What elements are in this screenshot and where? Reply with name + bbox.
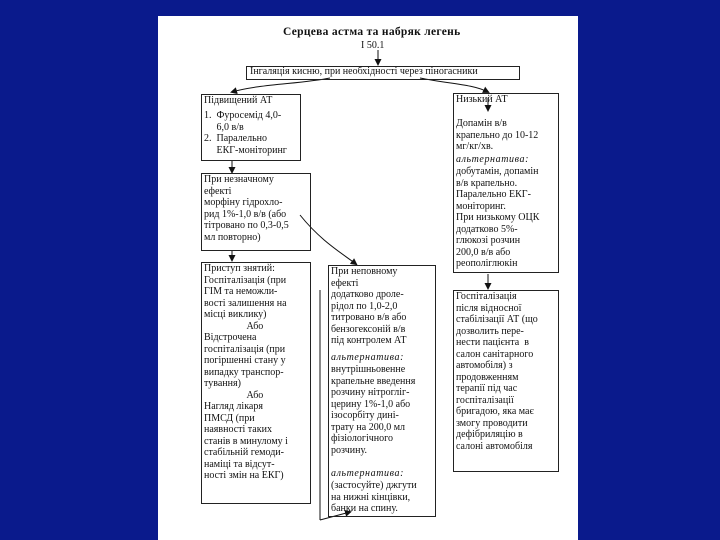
middle-alt-label: альтернатива: — [331, 352, 405, 363]
arrival-text: Приступ знятий: Госпіталізація (при ГІМ та неможли- вості залишення на місці виклику) Або Відстрочена госпіталізація (при погіршенні стану у випадку транспор- тування) Або Нагляд лікаря ПМСД (при наявності таких станів в минулому і стабільній гемоди- наміці та відсут- ності змін на ЕКГ) — [204, 263, 288, 481]
page-title: Серцева астма та набряк легень — [283, 26, 461, 38]
low-bp-text-a: Допамін в/в крапельно до 10-12 мг/кг/хв. — [456, 118, 539, 152]
low-bp-alt-label: альтернатива: — [456, 154, 530, 165]
diagnosis-code: I 50.1 — [361, 40, 385, 51]
middle-text-c: (застосуйте) джгути на нижні кінцівки, банки на спину. — [331, 480, 417, 514]
middle-text-a: При неповному ефекті додатково дроле- рідол по 1,0-2,0 титровано в/в або бензогексоній в/в під контролем АТ — [331, 266, 407, 346]
high-bp-items: 1. Фуросемід 4,0- 6,0 в/в 2. Паралельно ЕКГ-моніторинг — [204, 110, 287, 156]
low-bp-text-b: добутамін, допамін в/в крапельно. Паралельно ЕКГ- моніторинг. При низькому ОЦК додатково 5%- глюкозі розчин 200,0 в/в або реополіглюкін — [456, 166, 540, 269]
oxygen-text: Інгаляція кисню, при необхідності через піногасники — [250, 66, 478, 77]
hospital-text: Госпіталізація після відносної стабілізації АТ (що дозволить пере- нести пацієнта в салон санітарного автомобіля) з продовженням терапії під час госпіталізації бригадою, яка має змогу проводити дефібриляцію в салоні автомобіля — [456, 291, 538, 452]
morphine-text: При незначному ефекті морфіну гідрохло- рид 1%-1,0 в/в (або тітровано по 0,3-0,5 мл повторно) — [204, 174, 289, 243]
high-bp-header: Підвищений АТ — [204, 95, 273, 106]
low-bp-header: Низький АТ — [456, 94, 508, 105]
middle-alt-label-2: альтернатива: — [331, 468, 405, 479]
middle-text-b: внутрішньовенне крапельне введення розчину нітрогліг- церину 1%-1,0 або ізосорбіту дині- трату на 200,0 мл фізіологічного розчину. — [331, 364, 416, 456]
